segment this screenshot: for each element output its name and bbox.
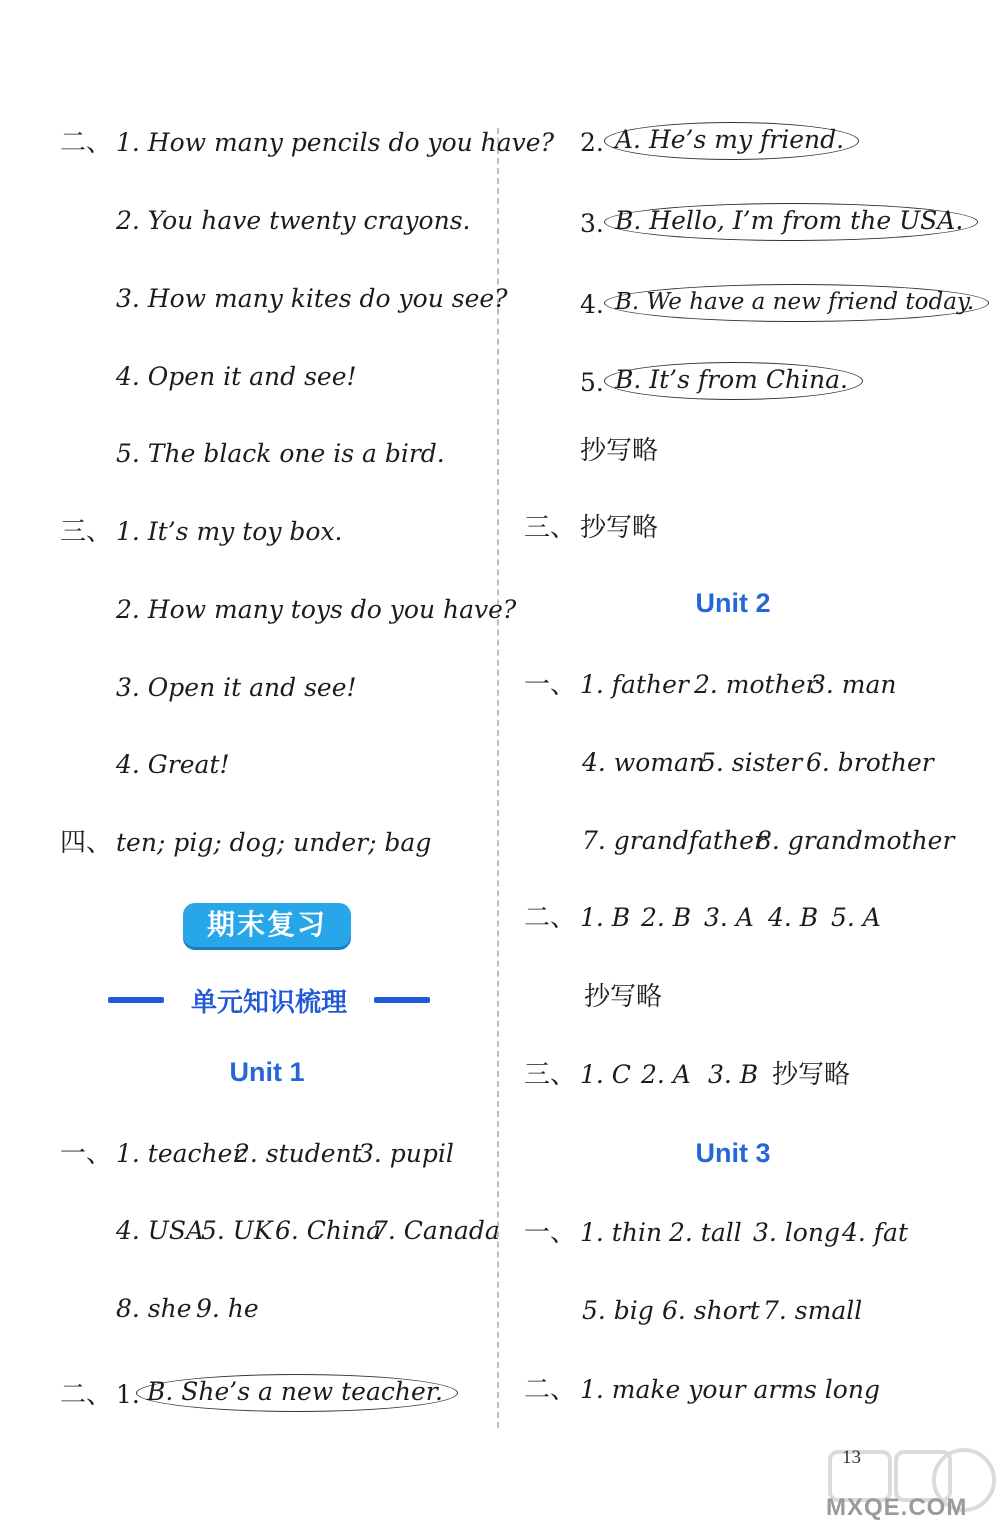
copy-omitted: 抄写略 <box>580 436 659 466</box>
final-review-badge: 期末复习 <box>183 903 351 947</box>
answer-oval: A. He’s my friend. <box>604 122 859 160</box>
answer-line: 1. How many pencils do you have? <box>116 128 555 157</box>
answer-word: 6. short <box>662 1296 760 1325</box>
answer-choice: 2. B <box>641 903 692 932</box>
section-marker-4: 四、 <box>60 828 113 858</box>
answer-word: 4. fat <box>842 1218 909 1247</box>
answer-word: 9. he <box>196 1294 259 1323</box>
answer-word: 4. woman <box>582 748 705 777</box>
item-number: 1. <box>116 1380 140 1409</box>
copy-omitted: 抄写略 <box>584 982 663 1012</box>
answer-choice: 3. A <box>704 903 754 932</box>
section-marker-1: 一、 <box>524 670 577 700</box>
answer-oval: B. We have a new friend today. <box>604 284 989 322</box>
item-number: 3. <box>580 209 604 238</box>
item-number: 4. <box>580 290 604 319</box>
unit-title: Unit 1 <box>229 1057 305 1087</box>
circled-answer <box>604 203 978 241</box>
section-marker-3: 三、 <box>524 1060 577 1090</box>
section-marker-1: 一、 <box>524 1218 577 1248</box>
answer-word: 6. brother <box>806 748 934 777</box>
page-number: 13 <box>842 1447 861 1468</box>
title-bar-right <box>374 997 430 1003</box>
section-marker-1: 一、 <box>60 1139 113 1169</box>
answer-line: 1. It’s my toy box. <box>116 517 343 546</box>
answer-choice: 1. C <box>580 1060 631 1089</box>
answer-line: 4. Great! <box>116 750 230 779</box>
answer-word: 5. big <box>582 1296 654 1325</box>
answer-line: 4. Open it and see! <box>116 362 357 391</box>
circled-answer <box>136 1374 458 1412</box>
answer-word: 1. father <box>580 670 689 699</box>
section-marker-2: 二、 <box>60 1380 113 1410</box>
answer-choice: 4. B <box>768 903 819 932</box>
answer-word: 1. thin <box>580 1218 663 1247</box>
answer-word: 2. mother <box>694 670 818 699</box>
copy-omitted: 抄写略 <box>772 1060 851 1090</box>
item-number: 5. <box>580 368 604 397</box>
answer-word: 7. small <box>763 1296 863 1325</box>
answer-word: 2. student <box>234 1139 362 1168</box>
title-bar-left <box>108 997 164 1003</box>
answer-word: 7. grandfather <box>582 826 766 855</box>
answer-choice: 5. A <box>831 903 881 932</box>
answer-line: 3. Open it and see! <box>116 673 357 702</box>
section-marker-2: 二、 <box>524 1375 577 1405</box>
answer-word: 1. teacher <box>116 1139 245 1168</box>
answer-choice: 3. B <box>708 1060 759 1089</box>
unit-title: Unit 2 <box>695 588 771 618</box>
answer-oval: B. It’s from China. <box>604 362 863 400</box>
watermark-text: MXQE.COM <box>826 1494 968 1521</box>
answer-line: 3. How many kites do you see? <box>116 284 508 313</box>
unit-title: Unit 3 <box>695 1138 771 1168</box>
answer-oval: B. Hello, I’m from the USA. <box>604 203 978 241</box>
answer-line: 5. The black one is a bird. <box>116 439 445 468</box>
answer-line: 2. You have twenty crayons. <box>116 206 471 235</box>
answer-word: 8. she <box>116 1294 192 1323</box>
answer-line: 2. How many toys do you have? <box>116 595 517 624</box>
answer-word: 7. Canada <box>372 1216 500 1245</box>
answer-line: ten; pig; dog; under; bag <box>116 828 432 857</box>
section-marker-3: 三、 <box>524 513 577 543</box>
answer-word: 4. USA <box>116 1216 205 1245</box>
answer-word: 5. sister <box>700 748 803 777</box>
circled-answer <box>604 284 989 322</box>
section-marker-3: 三、 <box>60 517 113 547</box>
section-marker-2: 二、 <box>60 128 113 158</box>
answer-choice: 2. A <box>641 1060 691 1089</box>
section-marker-2: 二、 <box>524 903 577 933</box>
answer-word: 3. pupil <box>358 1139 454 1168</box>
answer-word: 3. long <box>753 1218 840 1247</box>
item-number: 2. <box>580 128 604 157</box>
answer-oval: B. She’s a new teacher. <box>136 1374 458 1412</box>
answer-word: 8. grandmother <box>756 826 955 855</box>
answer-word: 2. tall <box>669 1218 742 1247</box>
answer-line: 1. make your arms long <box>580 1375 880 1404</box>
answer-word: 6. China <box>275 1216 382 1245</box>
copy-omitted: 抄写略 <box>580 513 659 543</box>
answer-word: 5. UK <box>201 1216 273 1245</box>
section-title <box>108 980 430 1020</box>
circled-answer <box>604 362 863 400</box>
section-title-text: 单元知识梳理 <box>190 987 347 1018</box>
circled-answer <box>604 122 859 160</box>
answer-word: 3. man <box>810 670 897 699</box>
answer-choice: 1. B <box>580 903 631 932</box>
